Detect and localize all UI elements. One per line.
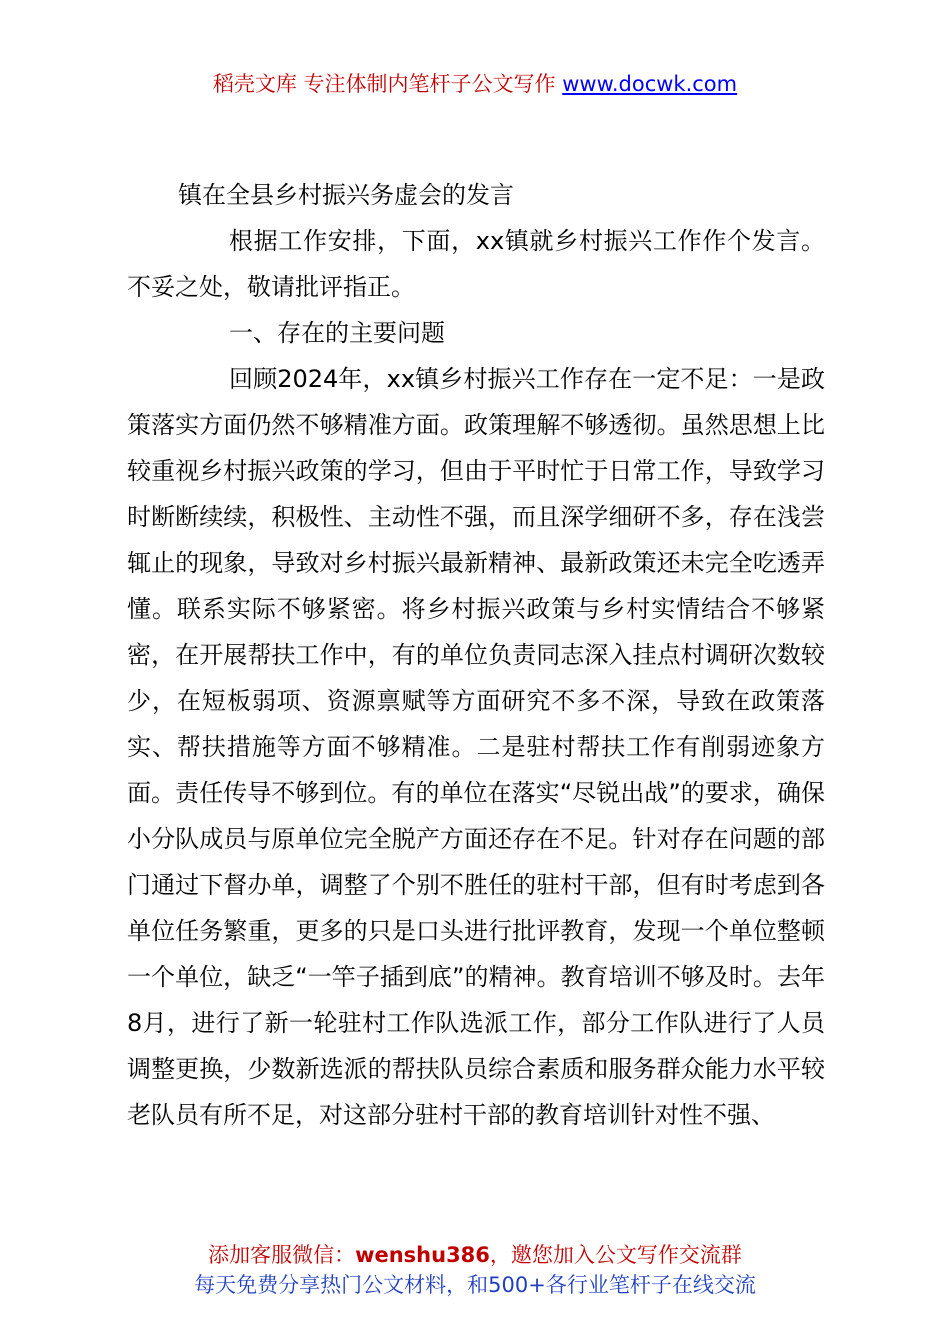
page-header: [0, 70, 950, 98]
header-url-link[interactable]: www.docwk.com: [562, 72, 738, 96]
footer-wechat-prefix: 添加客服微信：: [208, 1243, 356, 1267]
document-title: 镇在全县乡村振兴务虚会的发言: [178, 181, 514, 209]
header-brand-text: 稻壳文库 专注体制内笔杆子公文写作: [212, 72, 556, 96]
problems-paragraph: 回顾2024年，xx镇乡村振兴工作存在一定不足：一是政策落实方面仍然不够精准方面。政策理解不够透彻。虽然思想上比较重视乡村振兴政策的学习，但由于平时忙于日常工作，导致学习时断断续续，积极性、主动性不强，而且深学细研不多，存在浅尝辄止的现象，导致对乡村振兴最新精神、最新政策还未完全吃透弄懂。联系实际不够紧密。将乡村振兴政策与乡村实情结合不够紧密，在开展帮扶工作中，有的单位负责同志深入挂点村调研次数较少，在短板弱项、资源禀赋等方面研究不多不深，导致在政策落实、帮扶措施等方面不够精准。二是驻村帮扶工作有削弱迹象方面。责任传导不够到位。有的单位在落实“尽锐出战”的要求，确保小分队成员与原单位完全脱产方面还存在不足。针对存在问题的部门通过下督办单，调整了个别不胜任的驻村干部，但有时考虑到各单位任务繁重，更多的只是口头进行批评教育，发现一个单位整顿一个单位，缺乏“一竿子插到底”的精神。教育培训不够及时。去年8月，进行了新一轮驻村工作队选派工作，部分工作队进行了人员调整更换，少数新选派的帮扶队员综合素质和服务群众能力水平较老队员有所不足，对这部分驻村干部的教育培训针对性不强、: [127, 365, 825, 1129]
intro-paragraph: 根据工作安排，下面，xx镇就乡村振兴工作作个发言。不妥之处，敬请批评指正。: [127, 227, 825, 301]
footer-wechat-line: [0, 1240, 950, 1270]
document-body: [127, 172, 825, 1138]
section-heading: 一、存在的主要问题: [229, 319, 445, 347]
footer-wechat-id: wenshu386: [355, 1243, 490, 1267]
footer-wechat-suffix: ，邀您加入公文写作交流群: [489, 1243, 742, 1267]
footer-share-line: 每天免费分享热门公文材料，和500+各行业笔杆子在线交流: [194, 1273, 756, 1297]
